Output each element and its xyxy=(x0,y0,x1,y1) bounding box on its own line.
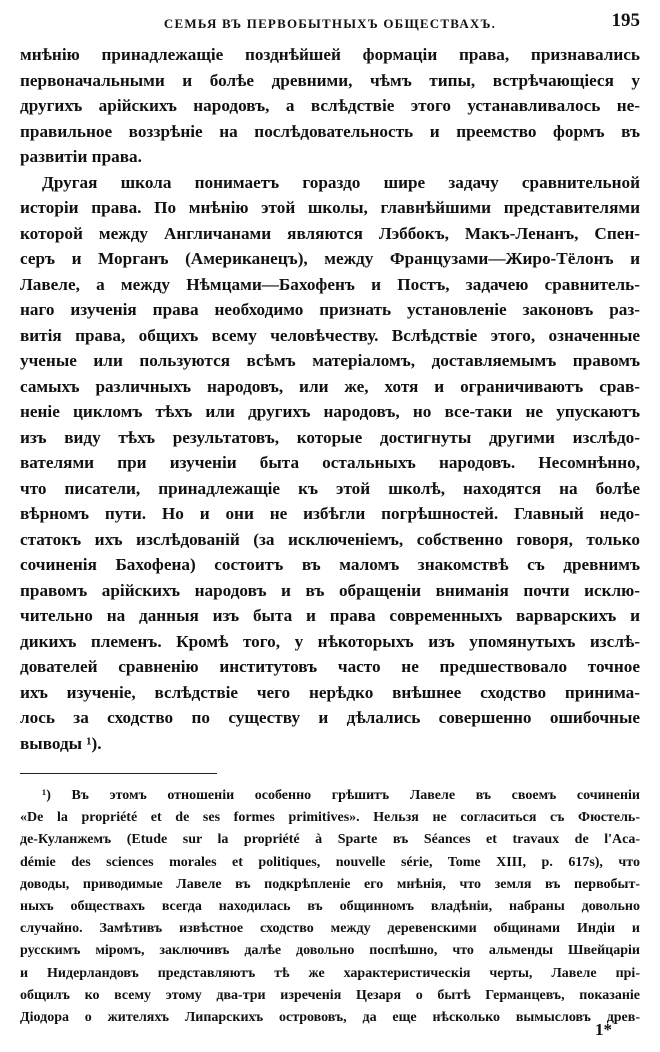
footnote-line: общилъ ко всему этому два-три изреченія Цезаря о бытѣ Германцевъ, показаніе xyxy=(20,987,640,1003)
text-line: наго изученія права необходимо признать установленіе законовъ раз- xyxy=(20,300,640,319)
text-line: правильное воззрѣніе на послѣдовательность и преемство формъ въ xyxy=(20,121,640,141)
footnote-line: ¹) Въ этомъ отношеніи особенно грѣшитъ Лавеле въ своемъ сочиненіи xyxy=(42,788,640,803)
text-line: статокъ ихъ изслѣдованій (за исключеніемъ, собственно говоря, только xyxy=(20,529,640,549)
footnote-line: доводы, приводимые Лавеле въ подкрѣпленіе его мнѣнія, что земля въ первобыт- xyxy=(20,876,640,892)
text-line: которой между Англичанами являются Лэббокъ, Макъ-Ленанъ, Спен- xyxy=(20,223,640,243)
page-number: 195 xyxy=(611,10,640,31)
running-title: СЕМЬЯ ВЪ ПЕРВОБЫТНЫХЪ ОБЩЕСТВАХЪ. xyxy=(163,16,497,31)
text-line: первоначальными и болѣе древними, чѣмъ типы, встрѣчающіеся у xyxy=(20,70,640,90)
text-line: исторіи права. По мнѣнію этой школы, главнѣйшими представителями xyxy=(20,198,640,217)
text-line: вателями при изученіи быта остальныхъ народовъ. Несомнѣнно, xyxy=(20,453,640,472)
text-line: самыхъ различныхъ народовъ, или же, хотя и ограничиваютъ срав- xyxy=(20,376,640,396)
footnote-divider xyxy=(20,773,217,774)
footnote-line: и Нидерландовъ представляютъ тѣ же характеристическія черты, Лавеле прі- xyxy=(20,965,640,981)
footnote-line: де-Куланжемъ (Etude sur la propriété à Sparte въ Séances et travaux de l'Aca- xyxy=(20,832,640,848)
text-line: вѣрномъ пути. Но и они не избѣгли погрѣшностей. Главный недо- xyxy=(20,504,640,523)
text-line: развитіи права. xyxy=(20,147,142,166)
text-line: правомъ арійскихъ народовъ и въ обращеніи вниманія почти исклю- xyxy=(20,580,640,600)
text-line: витія права, общихъ всему человѣчеству. Вслѣдствіе этого, означенные xyxy=(20,325,640,345)
signature-mark: 1* xyxy=(595,1020,612,1039)
text-line: Лавеле, а между Нѣмцами—Бахофенъ и Постъ, задачею сравнитель- xyxy=(20,274,640,294)
text-line: ихъ изученіе, вслѣдствіе чего нерѣдко внѣшнее сходство принима- xyxy=(20,682,640,702)
text-line: чительно на данныя изъ быта и права современныхъ варварскихъ и xyxy=(20,606,640,625)
text-line: серъ и Морганъ (Американецъ), между Французами—Жиро-Тёлонъ и xyxy=(20,249,640,268)
text-line: изъ виду тѣхъ результатовъ, которые достигнуты другими изслѣдо- xyxy=(20,427,640,447)
text-line: выводы ¹). xyxy=(20,733,102,753)
footnote-line: ныхъ обществахъ всегда находилась въ общинномъ владѣніи, набраны довольно xyxy=(20,898,640,914)
footnote-line: случайно. Замѣтивъ извѣстное сходство между деревенскими общинами Индіи и xyxy=(20,921,640,937)
text-line: мнѣнію принадлежащіе позднѣйшей формаціи права, признавались xyxy=(20,45,640,64)
text-line: сочиненія Бахофена) состоитъ въ маломъ знакомствѣ съ древнимъ xyxy=(20,555,640,574)
main-text xyxy=(20,42,640,756)
footnote-line: Діодора о жителяхъ Липарскихъ острововъ, да еще нѣсколько вымысловъ древ- xyxy=(20,1009,640,1025)
text-line: неніе цикломъ тѣхъ или другихъ народовъ, но все-таки не упускаютъ xyxy=(20,402,640,421)
text-line: ученые или пользуются всѣмъ матеріаломъ, доставляемымъ правомъ xyxy=(20,351,640,370)
text-line: что писатели, принадлежащіе къ этой школѣ, находятся на болѣе xyxy=(20,478,640,498)
text-line: лось за сходство по существу и дѣлались совершенно ошибочные xyxy=(20,708,640,727)
page-header xyxy=(20,10,640,38)
footnote-line: démie des sciences morales et politiques, nouvelle série, Tome XIII, p. 617s), что xyxy=(20,854,640,870)
text-line: дователей сравненію институтовъ часто не предшествовало точное xyxy=(20,657,640,676)
footnote-line: «De la propriété et de ses formes primitives». Нельзя не согласиться съ Фюстель- xyxy=(20,810,640,826)
footnote xyxy=(20,785,640,1029)
text-line: дикихъ племенъ. Кромѣ того, у нѣкоторыхъ изъ упомянутыхъ изслѣ- xyxy=(20,631,640,651)
paragraph-start-line: Другая школа понимаетъ гораздо шире задачу сравнительной xyxy=(42,172,640,192)
text-line: другихъ арійскихъ народовъ, а вслѣдствіе этого устанавливалось не- xyxy=(20,96,640,115)
footnote-line: русскимъ міромъ, заключивъ далѣе довольно поспѣшно, что альменды Швейцаріи xyxy=(20,943,640,959)
